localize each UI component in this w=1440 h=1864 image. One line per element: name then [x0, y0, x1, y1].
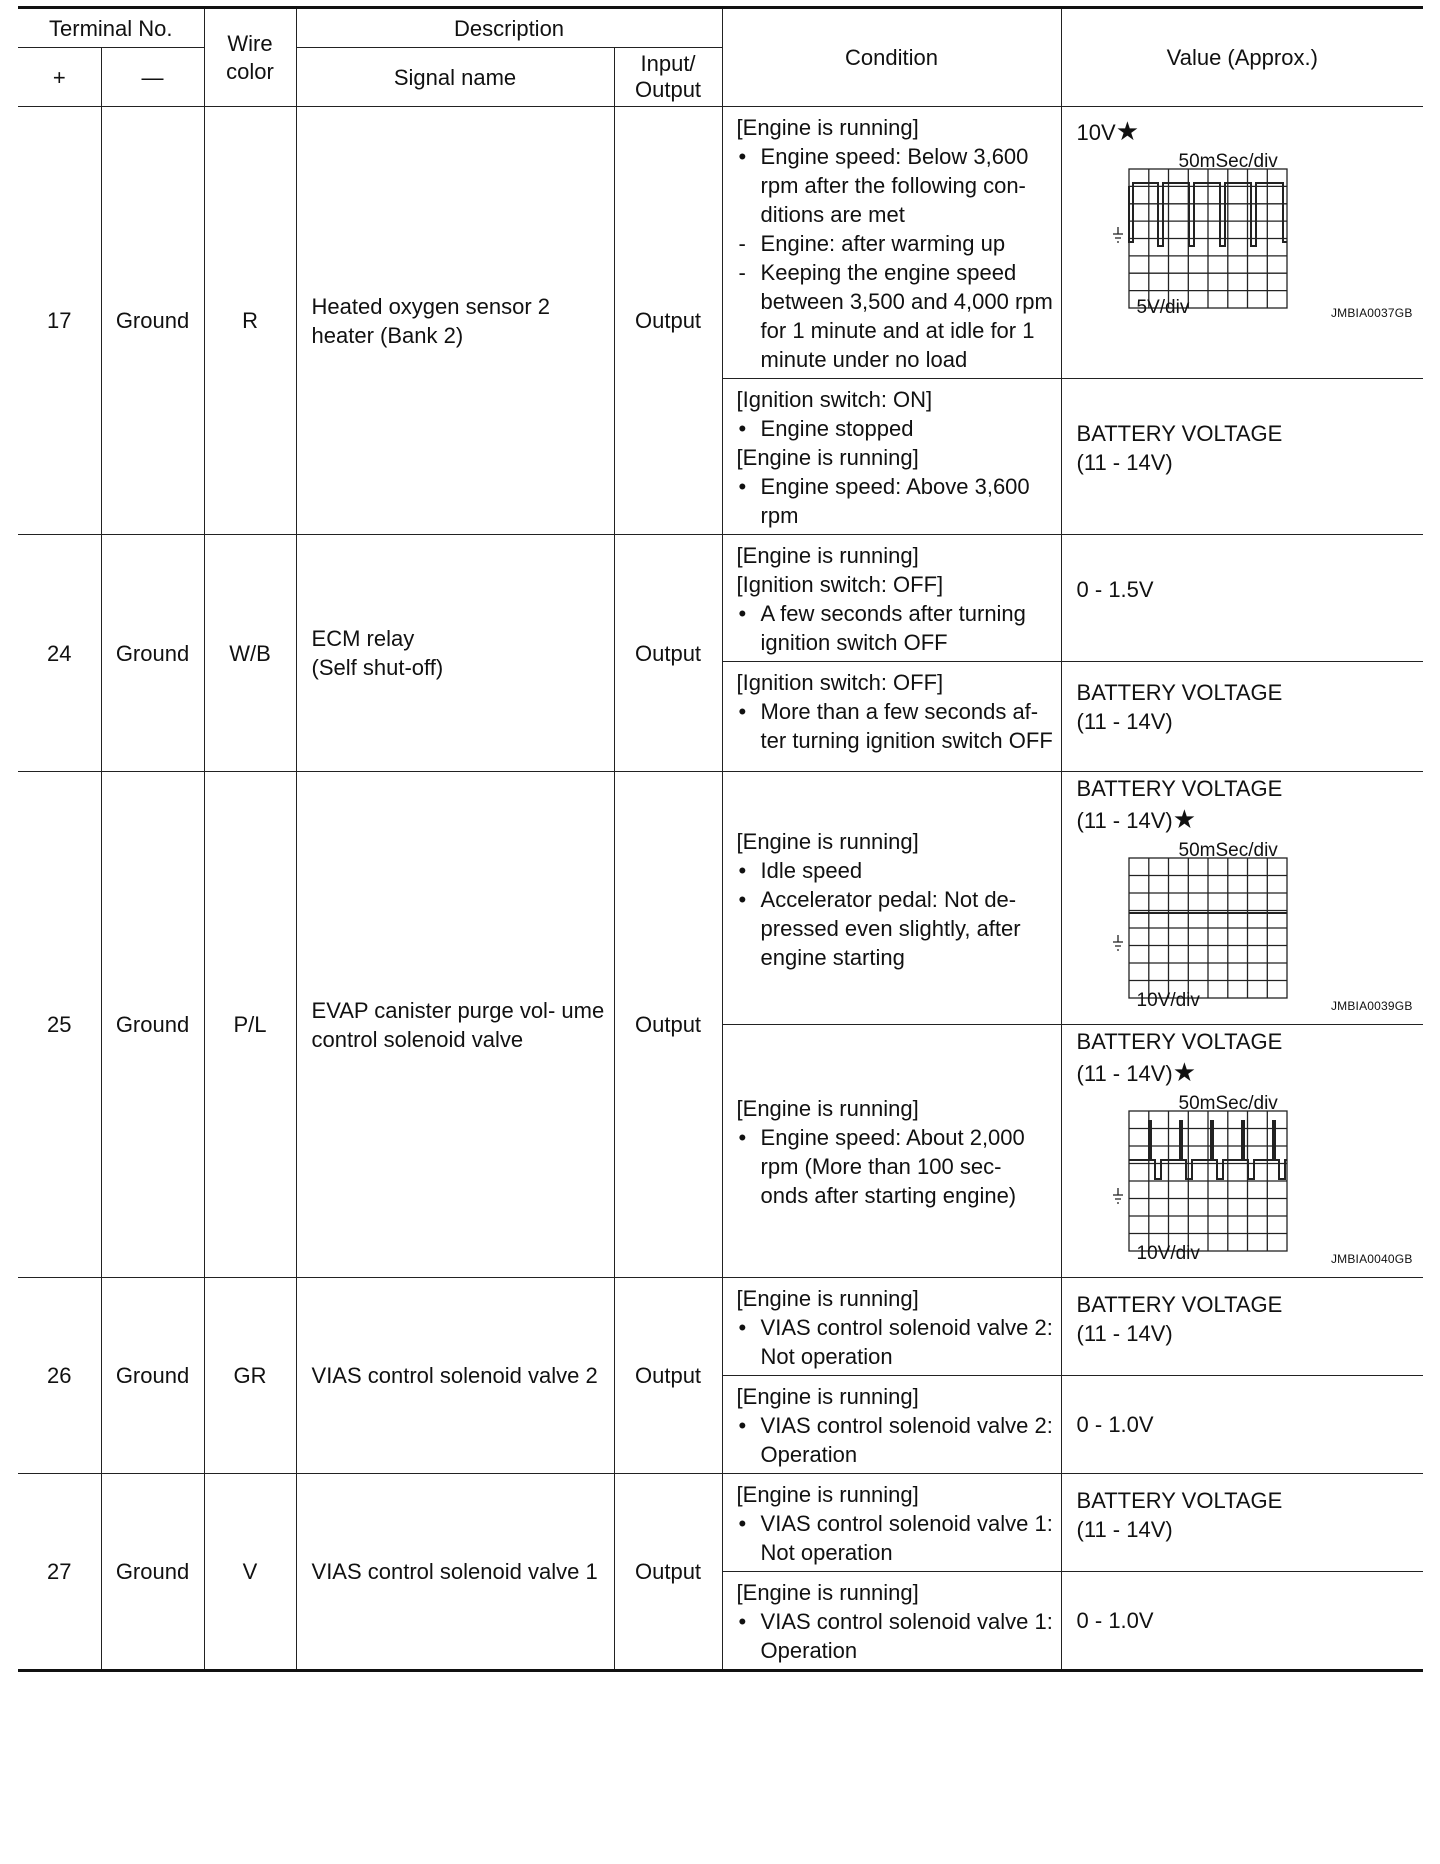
condition-title: [Engine is running] — [736, 1384, 919, 1409]
table-row — [18, 535, 1423, 662]
ecm-terminal-table — [18, 6, 1423, 1672]
condition-item: • VIAS control solenoid valve 1: Not operation — [737, 1509, 1055, 1567]
oscilloscope-waveform — [1077, 1089, 1417, 1269]
wire-color: GR — [204, 1278, 296, 1474]
value-line: BATTERY VOLTAGE — [1076, 1029, 1283, 1054]
terminal-number: 17 — [18, 107, 101, 535]
header-input-output: Input/ Output — [614, 48, 722, 107]
value-line: BATTERY VOLTAGE — [1076, 776, 1283, 801]
scope-time-scale: 50mSec/div — [1178, 840, 1278, 861]
condition-item: • Idle speed — [737, 856, 1055, 885]
header-minus: — — [101, 48, 204, 107]
condition-item: • Engine speed: Below 3,600 rpm after the following con- ditions are met — [737, 142, 1055, 229]
value-cell: 0 - 1.5V — [1061, 535, 1423, 662]
input-output: Output — [614, 772, 722, 1278]
oscilloscope-waveform — [1077, 836, 1417, 1016]
value-line: BATTERY VOLTAGE — [1076, 1488, 1283, 1513]
terminal-number: 27 — [18, 1474, 101, 1671]
wire-color: W/B — [204, 535, 296, 772]
condition-list — [737, 697, 1055, 755]
oscilloscope-waveform — [1077, 147, 1417, 323]
signal-line: (Self shut-off) — [311, 655, 444, 680]
condition-list — [737, 599, 1055, 657]
value-line: (11 - 14V) — [1076, 1061, 1173, 1086]
condition-item: - Keeping the engine speed between 3,500 and 4,000 rpm for 1 minute and at idle for 1 minute under no load — [737, 258, 1055, 374]
signal-name — [296, 535, 614, 772]
condition-item: • Accelerator pedal: Not de- pressed even slightly, after engine starting — [737, 885, 1055, 972]
terminal-number: 26 — [18, 1278, 101, 1474]
condition-title: [Ignition switch: OFF] — [736, 572, 944, 597]
terminal-ground: Ground — [101, 535, 204, 772]
scope-time-scale: 50mSec/div — [1178, 1093, 1278, 1114]
condition-item: • VIAS control solenoid valve 2: Not operation — [737, 1313, 1055, 1371]
value-cell — [1061, 1474, 1423, 1572]
value-line: BATTERY VOLTAGE — [1076, 421, 1283, 446]
signal-line: ECM relay — [311, 626, 415, 651]
condition-cell — [722, 1278, 1061, 1376]
value-line: (11 - 14V) — [1076, 1321, 1173, 1346]
value-text: 10V — [1076, 120, 1116, 145]
condition-list — [737, 1411, 1055, 1469]
condition-item: • VIAS control solenoid valve 2: Operation — [737, 1411, 1055, 1469]
figure-code: JMBIA0039GB — [1330, 999, 1413, 1013]
value-line: BATTERY VOLTAGE — [1076, 680, 1283, 705]
condition-title: [Ignition switch: ON] — [736, 387, 933, 412]
value-line: BATTERY VOLTAGE — [1076, 1292, 1283, 1317]
condition-item: • Engine speed: About 2,000 rpm (More than 100 sec- onds after starting engine) — [737, 1123, 1055, 1210]
scope-volt-scale: 5V/div — [1136, 297, 1190, 318]
value-cell: 0 - 1.0V — [1061, 1572, 1423, 1671]
condition-title: [Engine is running] — [736, 115, 919, 140]
input-output: Output — [614, 107, 722, 535]
terminal-table-page — [18, 6, 1423, 1838]
header-description: Description — [296, 8, 722, 48]
condition-cell — [722, 772, 1061, 1025]
value-line: (11 - 14V) — [1076, 450, 1173, 475]
value-cell — [1061, 107, 1423, 379]
header-plus: + — [18, 48, 101, 107]
condition-item: • Engine speed: Above 3,600 rpm — [737, 472, 1055, 530]
value-line: (11 - 14V) — [1076, 709, 1173, 734]
condition-cell — [722, 662, 1061, 772]
signal-name: EVAP canister purge vol- ume control solenoid valve — [296, 772, 614, 1278]
scope-volt-scale: 10V/div — [1136, 990, 1200, 1011]
condition-title: [Engine is running] — [736, 1482, 919, 1507]
signal-name: VIAS control solenoid valve 2 — [296, 1278, 614, 1474]
condition-item: - Engine: after warming up — [737, 229, 1055, 258]
condition-item: • Engine stopped — [737, 414, 1055, 443]
value-line: (11 - 14V) — [1076, 1517, 1173, 1542]
terminal-ground: Ground — [101, 1278, 204, 1474]
condition-item: • More than a few seconds af- ter turning ignition switch OFF — [737, 697, 1055, 755]
condition-list — [737, 1607, 1055, 1665]
figure-code: JMBIA0040GB — [1330, 1252, 1413, 1266]
condition-list — [737, 414, 1055, 443]
wire-color: V — [204, 1474, 296, 1671]
value-cell: 0 - 1.0V — [1061, 1376, 1423, 1474]
star-icon: ★ — [1115, 116, 1139, 146]
scope-volt-scale: 10V/div — [1136, 1243, 1200, 1264]
condition-cell — [722, 1376, 1061, 1474]
star-icon: ★ — [1172, 1057, 1197, 1087]
condition-list — [737, 472, 1055, 530]
condition-title: [Engine is running] — [736, 1580, 919, 1605]
value-cell — [1061, 772, 1423, 1025]
signal-name: VIAS control solenoid valve 1 — [296, 1474, 614, 1671]
input-output: Output — [614, 1474, 722, 1671]
condition-title: [Engine is running] — [736, 1286, 919, 1311]
terminal-number: 25 — [18, 772, 101, 1278]
condition-title: [Engine is running] — [736, 445, 919, 470]
terminal-ground: Ground — [101, 1474, 204, 1671]
terminal-number: 24 — [18, 535, 101, 772]
header-signal-name: Signal name — [296, 48, 614, 107]
condition-cell — [722, 535, 1061, 662]
table-row — [18, 772, 1423, 1025]
condition-cell — [722, 1572, 1061, 1671]
header-value: Value (Approx.) — [1061, 8, 1423, 107]
condition-list — [737, 1123, 1055, 1210]
value-cell — [1061, 379, 1423, 535]
condition-title: [Ignition switch: OFF] — [736, 670, 944, 695]
condition-list — [737, 1509, 1055, 1567]
condition-title: [Engine is running] — [736, 1096, 919, 1121]
value-cell — [1061, 1025, 1423, 1278]
table-row — [18, 107, 1423, 379]
table-row — [18, 1278, 1423, 1376]
condition-cell — [722, 1025, 1061, 1278]
condition-cell — [722, 107, 1061, 379]
condition-title: [Engine is running] — [736, 543, 919, 568]
signal-name: Heated oxygen sensor 2 heater (Bank 2) — [296, 107, 614, 535]
header-wire-color: Wire color — [204, 8, 296, 107]
terminal-ground: Ground — [101, 107, 204, 535]
condition-list — [737, 1313, 1055, 1371]
condition-title: [Engine is running] — [736, 828, 919, 854]
condition-item: • A few seconds after turning ignition switch OFF — [737, 599, 1055, 657]
star-icon: ★ — [1172, 804, 1197, 834]
value-line: (11 - 14V) — [1076, 808, 1173, 833]
header-terminal-no: Terminal No. — [18, 8, 204, 48]
wire-color: P/L — [204, 772, 296, 1278]
condition-cell — [722, 379, 1061, 535]
condition-list — [737, 856, 1055, 972]
input-output: Output — [614, 535, 722, 772]
header-condition: Condition — [722, 8, 1061, 107]
wire-color: R — [204, 107, 296, 535]
table-row — [18, 1474, 1423, 1572]
value-cell — [1061, 1278, 1423, 1376]
figure-code: JMBIA0037GB — [1330, 306, 1413, 320]
condition-list — [737, 142, 1055, 374]
value-cell — [1061, 662, 1423, 772]
scope-time-scale: 50mSec/div — [1178, 151, 1278, 172]
condition-cell — [722, 1474, 1061, 1572]
condition-item: • VIAS control solenoid valve 1: Operation — [737, 1607, 1055, 1665]
terminal-ground: Ground — [101, 772, 204, 1278]
input-output: Output — [614, 1278, 722, 1474]
